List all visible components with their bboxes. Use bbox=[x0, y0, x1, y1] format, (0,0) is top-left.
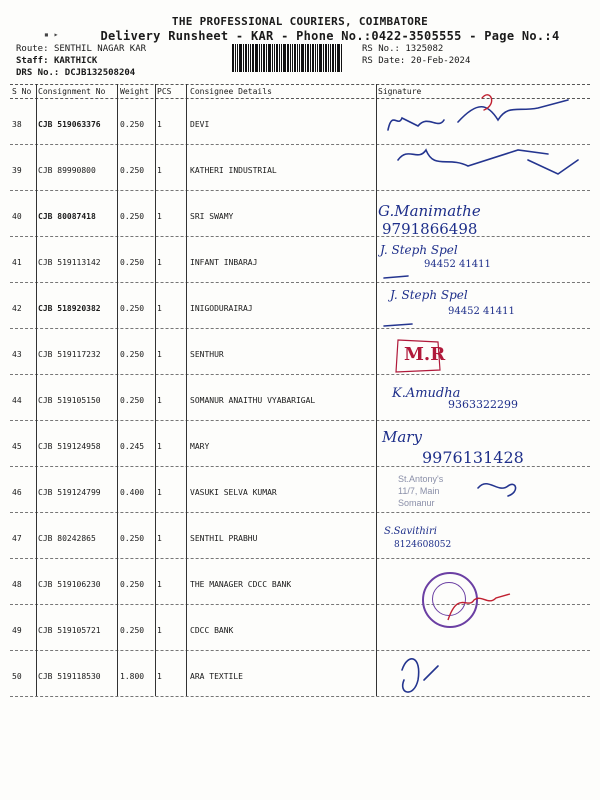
column-divider bbox=[155, 84, 156, 696]
signature-40-phone: 9791866498 bbox=[382, 220, 478, 238]
barcode-bar bbox=[252, 44, 254, 72]
cell-pcs: 1 bbox=[157, 580, 162, 589]
barcode-bar bbox=[325, 44, 327, 72]
cell-consignment: CJB 80087418 bbox=[38, 212, 96, 221]
barcode-bar bbox=[297, 44, 298, 72]
cell-weight: 0.250 bbox=[120, 120, 145, 129]
barcode-bar bbox=[294, 44, 296, 72]
cell-weight: 0.250 bbox=[120, 258, 145, 267]
barcode-bar bbox=[337, 44, 340, 72]
cell-weight: 0.250 bbox=[120, 212, 145, 221]
cell-consignment: CJB 519105721 bbox=[38, 626, 101, 635]
rs-no-value: 1325082 bbox=[405, 44, 444, 54]
stamp-46-line2: 11/7, Main bbox=[398, 486, 440, 496]
cell-pcs: 1 bbox=[157, 304, 162, 313]
barcode-bar bbox=[328, 44, 329, 72]
signature-column bbox=[378, 90, 590, 710]
barcode-bar bbox=[250, 44, 251, 72]
barcode-bar bbox=[237, 44, 238, 72]
cell-consignment: CJB 519063376 bbox=[38, 120, 101, 129]
header-signature: Signature bbox=[378, 87, 422, 96]
cell-sno: 45 bbox=[12, 442, 22, 451]
runsheet-meta-right bbox=[362, 43, 470, 67]
stamp-46-line3: Somanur bbox=[398, 498, 435, 508]
barcode-bar bbox=[310, 44, 311, 72]
barcode-bar bbox=[305, 44, 306, 72]
cell-weight: 0.250 bbox=[120, 304, 145, 313]
barcode-bar bbox=[292, 44, 293, 72]
cell-details: SRI SWAMY bbox=[190, 212, 234, 221]
page-subtitle: Delivery Runsheet - KAR - Phone No.:0422-3505555 - Page No.:4 bbox=[100, 29, 560, 43]
barcode-bar bbox=[255, 44, 258, 72]
cell-weight: 0.250 bbox=[120, 350, 145, 359]
cell-consignment: CJB 519106230 bbox=[38, 580, 101, 589]
route-label: Route: bbox=[16, 44, 49, 54]
barcode-bar bbox=[259, 44, 260, 72]
signature-43-mark: M.R bbox=[404, 344, 446, 365]
barcode-bar bbox=[266, 44, 267, 72]
cell-details: CDCC BANK bbox=[190, 626, 234, 635]
barcode-bar bbox=[272, 44, 273, 72]
rs-date-label: RS Date: bbox=[362, 56, 406, 66]
column-divider bbox=[376, 84, 377, 696]
cell-pcs: 1 bbox=[157, 534, 162, 543]
signature-46 bbox=[478, 484, 516, 496]
barcode-bar bbox=[301, 44, 304, 72]
signature-42-name: J. Steph Spel bbox=[390, 288, 468, 302]
cell-pcs: 1 bbox=[157, 488, 162, 497]
cell-sno: 44 bbox=[12, 396, 22, 405]
drs-value: DCJB132508204 bbox=[64, 68, 136, 78]
signature-40-name: G.Manimathe bbox=[378, 202, 481, 220]
barcode-bar bbox=[243, 44, 244, 72]
cell-consignment: CJB 519113142 bbox=[38, 258, 101, 267]
signature-38 bbox=[388, 100, 568, 130]
signature-41-name: J. Steph Spel bbox=[380, 243, 458, 257]
barcode-bar bbox=[235, 44, 236, 72]
rs-date-value: 20-Feb-2024 bbox=[410, 56, 471, 66]
cell-pcs: 1 bbox=[157, 258, 162, 267]
barcode-bar bbox=[239, 44, 242, 72]
header-consignment: Consignment No bbox=[38, 87, 106, 96]
cell-weight: 0.400 bbox=[120, 488, 145, 497]
signature-44-name: K.Amudha bbox=[392, 386, 461, 401]
cell-consignment: CJB 518920382 bbox=[38, 304, 101, 313]
barcode-bar bbox=[287, 44, 289, 72]
cell-consignment: CJB 89990800 bbox=[38, 166, 96, 175]
header-pcs: PCS bbox=[157, 87, 172, 96]
signature-45-phone: 9976131428 bbox=[422, 448, 524, 467]
cell-sno: 38 bbox=[12, 120, 22, 129]
cell-sno: 41 bbox=[12, 258, 22, 267]
cell-details: SENTHIL PRABHU bbox=[190, 534, 258, 543]
barcode-bar bbox=[341, 44, 342, 72]
cell-sno: 40 bbox=[12, 212, 22, 221]
cell-details: INIGODURAIRAJ bbox=[190, 304, 253, 313]
cell-pcs: 1 bbox=[157, 672, 162, 681]
barcode-bar bbox=[330, 44, 331, 72]
header-details: Consignee Details bbox=[190, 87, 272, 96]
cell-weight: 0.250 bbox=[120, 626, 145, 635]
cell-details: DEVI bbox=[190, 120, 210, 129]
signature-44-phone: 9363322299 bbox=[448, 398, 518, 411]
signature-39 bbox=[398, 150, 578, 174]
header-weight: Weight bbox=[120, 87, 149, 96]
stamp-46-line1: St.Antony's bbox=[398, 474, 444, 484]
barcode-bar bbox=[315, 44, 316, 72]
barcode-bar bbox=[245, 44, 247, 72]
barcode-bar bbox=[319, 44, 322, 72]
cell-sno: 43 bbox=[12, 350, 22, 359]
barcode-bar bbox=[290, 44, 291, 72]
cell-pcs: 1 bbox=[157, 626, 162, 635]
route-value: SENTHIL NAGAR KAR bbox=[53, 44, 147, 54]
barcode-bar bbox=[276, 44, 278, 72]
barcode-bar bbox=[232, 44, 234, 72]
signature-45-name: Mary bbox=[382, 428, 422, 446]
barcode-bar bbox=[299, 44, 300, 72]
cell-consignment: CJB 519124799 bbox=[38, 488, 101, 497]
cell-sno: 49 bbox=[12, 626, 22, 635]
barcode bbox=[232, 44, 352, 72]
cell-weight: 0.250 bbox=[120, 396, 145, 405]
cell-consignment: CJB 519105150 bbox=[38, 396, 101, 405]
staff-label: Staff: bbox=[16, 56, 49, 66]
cell-weight: 0.250 bbox=[120, 534, 145, 543]
column-divider bbox=[36, 84, 37, 696]
cell-pcs: 1 bbox=[157, 166, 162, 175]
barcode-bar bbox=[261, 44, 262, 72]
cell-consignment: CJB 519118530 bbox=[38, 672, 101, 681]
cell-sno: 50 bbox=[12, 672, 22, 681]
signature-47-phone: 8124608052 bbox=[394, 540, 452, 550]
barcode-bar bbox=[317, 44, 318, 72]
cell-sno: 39 bbox=[12, 166, 22, 175]
cell-consignment: CJB 519117232 bbox=[38, 350, 101, 359]
column-divider bbox=[186, 84, 187, 696]
barcode-bar bbox=[248, 44, 249, 72]
signature-42-phone: 94452 41411 bbox=[448, 306, 515, 317]
header-sno: S No bbox=[12, 87, 32, 96]
cell-details: THE MANAGER CDCC BANK bbox=[190, 580, 292, 589]
cell-sno: 47 bbox=[12, 534, 22, 543]
cell-details: SOMANUR ANAITHU VYABARIGAL bbox=[190, 396, 316, 405]
cell-sno: 46 bbox=[12, 488, 22, 497]
barcode-bar bbox=[263, 44, 265, 72]
cell-sno: 42 bbox=[12, 304, 22, 313]
cell-consignment: CJB 80242865 bbox=[38, 534, 96, 543]
cell-sno: 48 bbox=[12, 580, 22, 589]
runsheet-meta-left bbox=[16, 43, 146, 79]
cell-weight: 1.800 bbox=[120, 672, 145, 681]
barcode-bar bbox=[335, 44, 336, 72]
cell-details: VASUKI SELVA KUMAR bbox=[190, 488, 277, 497]
page-title: THE PROFESSIONAL COURIERS, COIMBATORE bbox=[171, 15, 429, 28]
cell-details: KATHERI INDUSTRIAL bbox=[190, 166, 277, 175]
cell-weight: 0.245 bbox=[120, 442, 145, 451]
cell-pcs: 1 bbox=[157, 120, 162, 129]
cell-consignment: CJB 519124958 bbox=[38, 442, 101, 451]
signature-41-phone: 94452 41411 bbox=[424, 259, 491, 270]
cell-details: MARY bbox=[190, 442, 210, 451]
drs-label: DRS No.: bbox=[16, 68, 60, 78]
cell-details: SENTHUR bbox=[190, 350, 224, 359]
barcode-bar bbox=[332, 44, 334, 72]
cell-pcs: 1 bbox=[157, 212, 162, 221]
cell-weight: 0.250 bbox=[120, 166, 145, 175]
signature-48 bbox=[378, 580, 590, 640]
cell-pcs: 1 bbox=[157, 442, 162, 451]
cell-weight: 0.250 bbox=[120, 580, 145, 589]
staff-value: KARTHICK bbox=[53, 56, 98, 66]
barcode-bar bbox=[274, 44, 275, 72]
column-divider bbox=[117, 84, 118, 696]
barcode-bar bbox=[323, 44, 324, 72]
signature-47-name: S.Savithiri bbox=[384, 526, 437, 537]
barcode-bar bbox=[281, 44, 282, 72]
rs-no-label: RS No.: bbox=[362, 44, 400, 54]
cell-pcs: 1 bbox=[157, 350, 162, 359]
signature-50 bbox=[402, 659, 438, 692]
barcode-bar bbox=[307, 44, 309, 72]
cell-details: INFANT INBARAJ bbox=[190, 258, 258, 267]
cell-pcs: 1 bbox=[157, 396, 162, 405]
barcode-bar bbox=[283, 44, 286, 72]
staple-mark-icon: ▪ ▸ bbox=[44, 30, 59, 39]
barcode-bar bbox=[268, 44, 271, 72]
barcode-bar bbox=[279, 44, 280, 72]
barcode-bar bbox=[312, 44, 314, 72]
cell-details: ARA TEXTILE bbox=[190, 672, 243, 681]
